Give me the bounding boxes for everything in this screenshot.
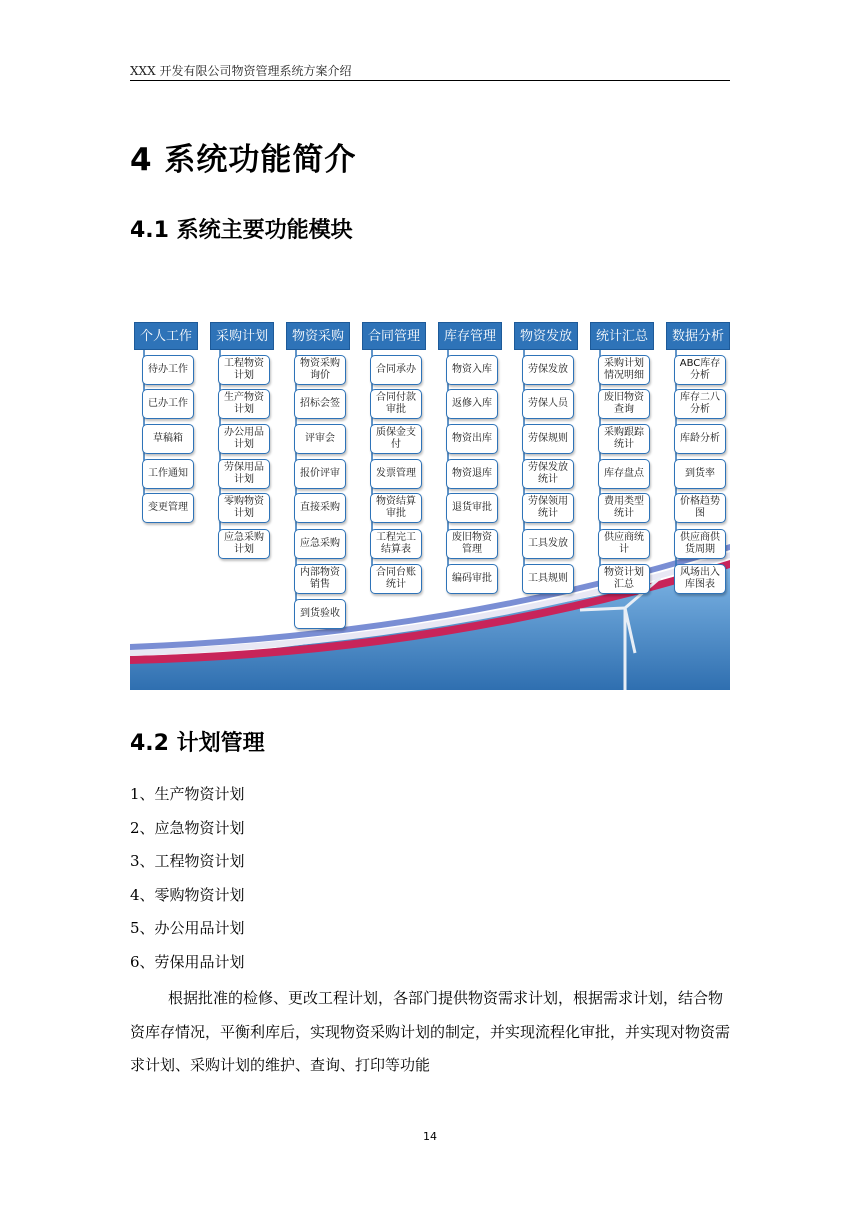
- module-item: ABC库存分析: [674, 355, 726, 385]
- module-item: 合同承办: [370, 355, 422, 385]
- module-item: 采购跟踪统计: [598, 424, 650, 454]
- module-statistics-summary: 统计汇总: [590, 322, 654, 350]
- module-item: 物资采购询价: [294, 355, 346, 385]
- section-4-2-title: 4.2 计划管理: [130, 731, 265, 756]
- module-item: 工程物资计划: [218, 355, 270, 385]
- module-item: 费用类型统计: [598, 493, 650, 523]
- module-item: 物资计划汇总: [598, 564, 650, 594]
- module-item: 价格趋势图: [674, 493, 726, 523]
- section-4-title: 4 系统功能简介: [130, 142, 357, 178]
- module-item: 变更管理: [142, 493, 194, 523]
- module-item: 招标会签: [294, 389, 346, 419]
- list-item: 4、零购物资计划: [130, 885, 245, 904]
- module-item: 工具规则: [522, 564, 574, 594]
- module-item: 质保金支付: [370, 424, 422, 454]
- body-paragraph: 根据批准的检修、更改工程计划，各部门提供物资需求计划，根据需求计划，结合物资库存情况，平衡利库后，实现物资采购计划的制定，并实现流程化审批，并实现对物资需求计划、采购计划的维护、查询、打印等功能: [130, 989, 731, 1075]
- module-item: 工程完工结算表: [370, 529, 422, 559]
- module-item: 发票管理: [370, 459, 422, 489]
- module-inventory-management: 库存管理: [438, 322, 502, 350]
- module-item: 劳保领用统计: [522, 493, 574, 523]
- module-item: 生产物资计划: [218, 389, 270, 419]
- plan-list: [130, 778, 245, 980]
- list-item: 5、办公用品计划: [130, 919, 245, 938]
- module-item: 到货率: [674, 459, 726, 489]
- module-item: 到货验收: [294, 599, 346, 629]
- module-contract-management: 合同管理: [362, 322, 426, 350]
- module-item: 报价评审: [294, 459, 346, 489]
- module-item: 劳保规则: [522, 424, 574, 454]
- module-item: 合同台账统计: [370, 564, 422, 594]
- module-item: 已办工作: [142, 389, 194, 419]
- module-item: 工具发放: [522, 529, 574, 559]
- module-item: 库存盘点: [598, 459, 650, 489]
- module-item: 废旧物资查询: [598, 389, 650, 419]
- module-item: 物资入库: [446, 355, 498, 385]
- module-material-distribution: 物资发放: [514, 322, 578, 350]
- module-item: 退货审批: [446, 493, 498, 523]
- page-header: XXX 开发有限公司物资管理系统方案介绍: [130, 64, 352, 78]
- page-number: 14: [423, 1130, 437, 1143]
- module-data-analysis: 数据分析: [666, 322, 730, 350]
- module-item: 待办工作: [142, 355, 194, 385]
- module-item: 采购计划情况明细: [598, 355, 650, 385]
- module-item: 内部物资销售: [294, 564, 346, 594]
- module-item: 废旧物资管理: [446, 529, 498, 559]
- module-item: 供应商供货周期: [674, 529, 726, 559]
- module-item: 应急采购计划: [218, 529, 270, 559]
- function-module-diagram: [130, 318, 730, 690]
- module-item: 办公用品计划: [218, 424, 270, 454]
- module-item: 合同付款审批: [370, 389, 422, 419]
- module-item: 零购物资计划: [218, 493, 270, 523]
- module-item: 草稿箱: [142, 424, 194, 454]
- section-4-1-title: 4.1 系统主要功能模块: [130, 218, 353, 243]
- list-item: 3、工程物资计划: [130, 852, 245, 871]
- header-rule: [130, 80, 730, 81]
- module-item: 物资出库: [446, 424, 498, 454]
- module-item: 编码审批: [446, 564, 498, 594]
- module-item: 评审会: [294, 424, 346, 454]
- module-personal-work: 个人工作: [134, 322, 198, 350]
- list-item: 2、应急物资计划: [130, 818, 245, 837]
- module-item: 应急采购: [294, 529, 346, 559]
- module-item: 劳保用品计划: [218, 459, 270, 489]
- list-item: 1、生产物资计划: [130, 785, 245, 803]
- module-item: 物资结算审批: [370, 493, 422, 523]
- module-item: 工作通知: [142, 459, 194, 489]
- module-item: 劳保发放统计: [522, 459, 574, 489]
- module-item: 库存二八分析: [674, 389, 726, 419]
- module-item: 物资退库: [446, 459, 498, 489]
- module-item: 劳保人员: [522, 389, 574, 419]
- module-item: 供应商统计: [598, 529, 650, 559]
- module-material-procurement: 物资采购: [286, 322, 350, 350]
- module-item: 劳保发放: [522, 355, 574, 385]
- module-item: 风场出入库图表: [674, 564, 726, 594]
- list-item: 6、劳保用品计划: [130, 952, 245, 971]
- module-purchase-plan: 采购计划: [210, 322, 274, 350]
- module-item: 直接采购: [294, 493, 346, 523]
- module-item: 返修入库: [446, 389, 498, 419]
- module-item: 库龄分析: [674, 424, 726, 454]
